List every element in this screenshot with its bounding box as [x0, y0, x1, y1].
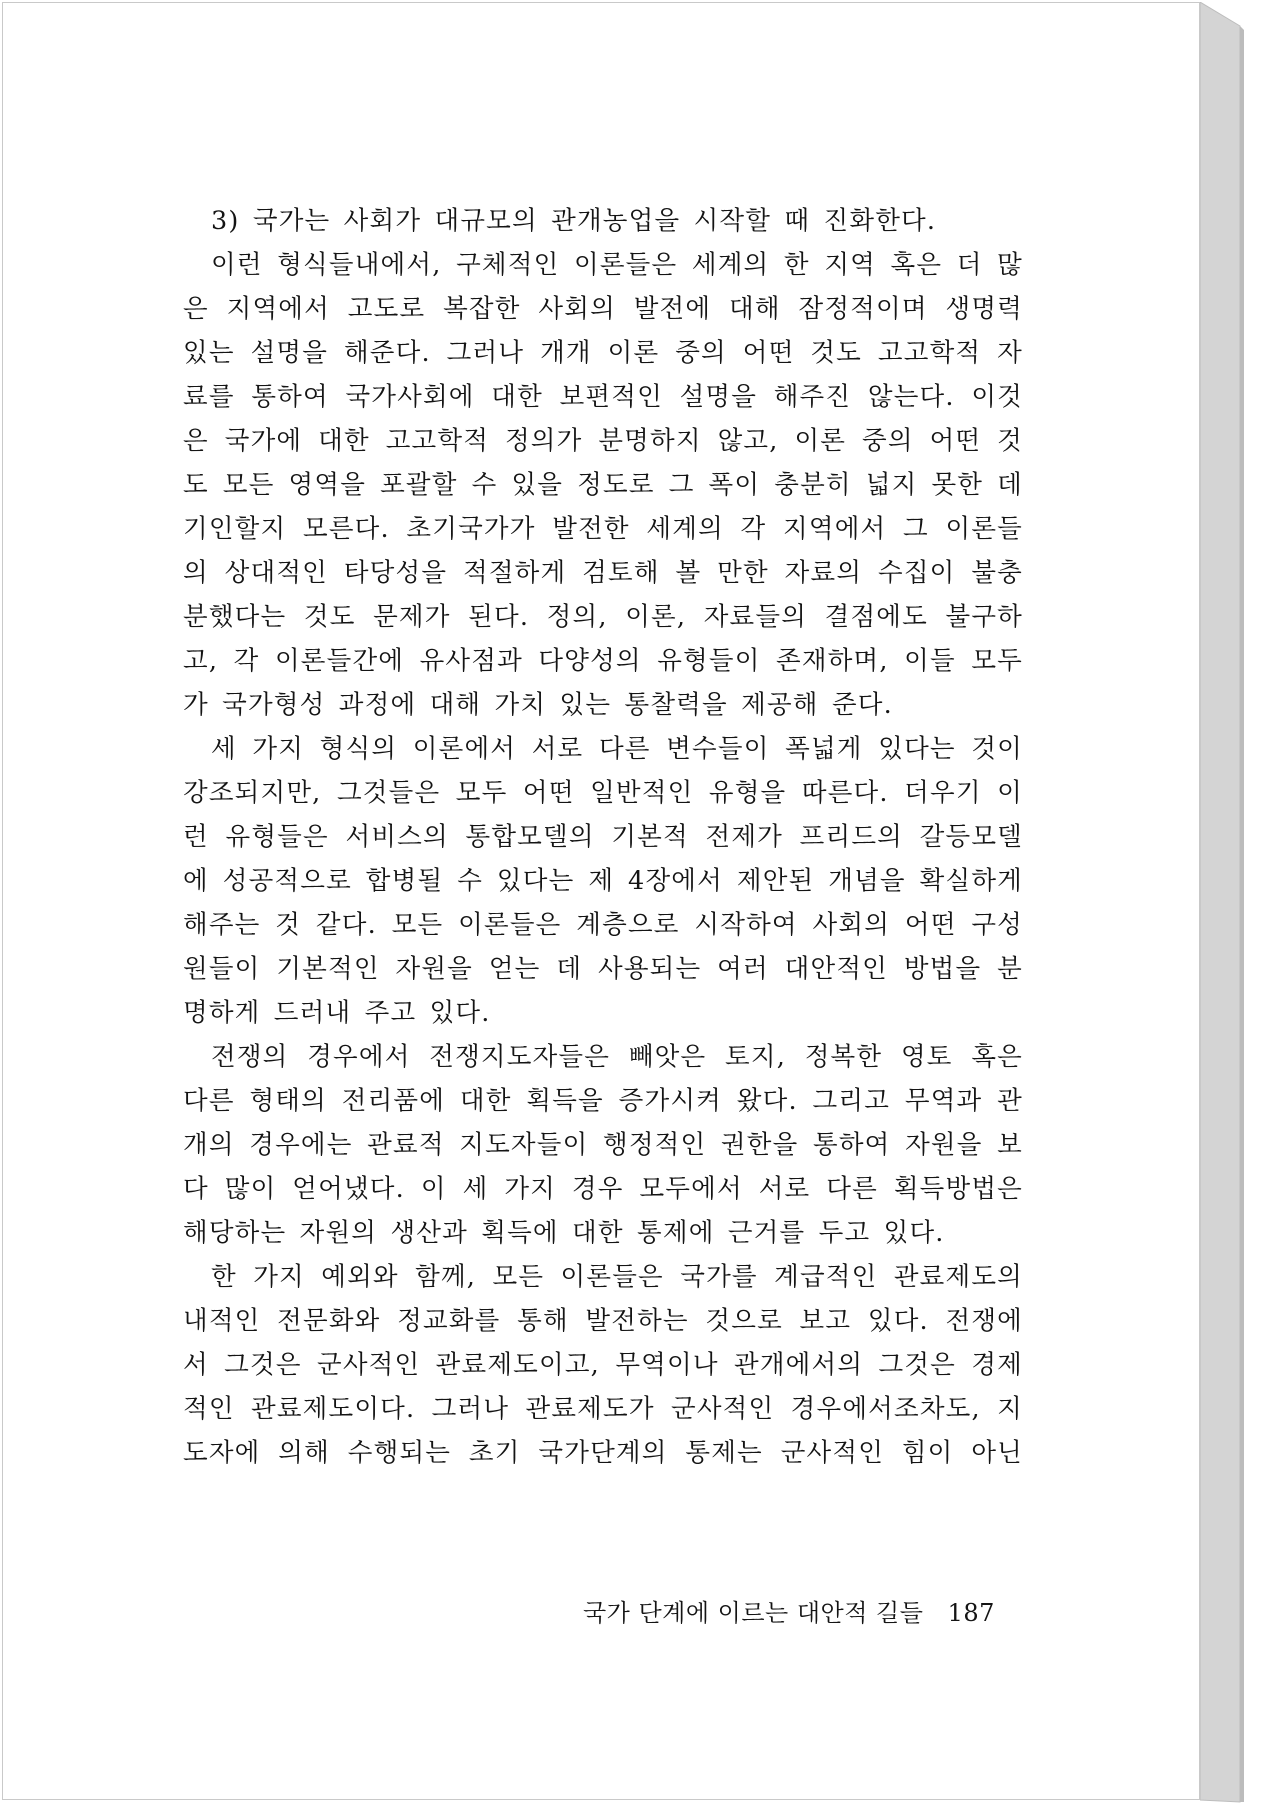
text-line: 있는 설명을 해준다. 그러나 개개 이론 중의 어떤 것도 고고학적 자 — [183, 338, 1023, 368]
page-edge-shape — [1200, 2, 1273, 1806]
text-line: 적인 관료제도이다. 그러나 관료제도가 군사적인 경우에서조차도, 지 — [183, 1394, 1023, 1424]
text-line: 이런 형식들내에서, 구체적인 이론들은 세계의 한 지역 혹은 더 많 — [211, 250, 1023, 280]
page-number: 187 — [947, 1599, 995, 1627]
text-line: 원들이 기본적인 자원을 얻는 데 사용되는 여러 대안적인 방법을 분 — [183, 954, 1023, 984]
text-line: 전쟁의 경우에서 전쟁지도자들은 빼앗은 토지, 정복한 영토 혹은 — [211, 1042, 1023, 1072]
text-line: 도 모든 영역을 포괄할 수 있을 정도로 그 폭이 충분히 넓지 못한 데 — [183, 470, 1023, 500]
text-line: 서 그것은 군사적인 관료제도이고, 무역이나 관개에서의 그것은 경제 — [183, 1350, 1023, 1380]
text-line: 내적인 전문화와 정교화를 통해 발전하는 것으로 보고 있다. 전쟁에 — [183, 1306, 1023, 1336]
text-line: 도자에 의해 수행되는 초기 국가단계의 통제는 군사적인 힘이 아닌 — [183, 1438, 1023, 1468]
text-line: 료를 통하여 국가사회에 대한 보편적인 설명을 해주진 않는다. 이것 — [183, 382, 1023, 412]
text-line: 해주는 것 같다. 모든 이론들은 계층으로 시작하여 사회의 어떤 구성 — [183, 910, 1023, 940]
text-line: 개의 경우에는 관료적 지도자들이 행정적인 권한을 통하여 자원을 보 — [183, 1130, 1023, 1160]
text-line: 다 많이 얻어냈다. 이 세 가지 경우 모두에서 서로 다른 획득방법은 — [183, 1174, 1023, 1204]
text-line: 기인할지 모른다. 초기국가가 발전한 세계의 각 지역에서 그 이론들 — [183, 514, 1023, 544]
text-line: 세 가지 형식의 이론에서 서로 다른 변수들이 폭넓게 있다는 것이 — [211, 734, 1023, 764]
body-text — [183, 199, 1023, 1475]
text-line: 다른 형태의 전리품에 대한 획득을 증가시켜 왔다. 그리고 무역과 관 — [183, 1086, 1023, 1116]
running-footer — [583, 1593, 1003, 1628]
text-line: 런 유형들은 서비스의 통합모델의 기본적 전제가 프리드의 갈등모델 — [183, 822, 1023, 852]
text-line: 에 성공적으로 합병될 수 있다는 제 4장에서 제안된 개념을 확실하게 — [183, 866, 1023, 896]
text-line: 가 국가형성 과정에 대해 가치 있는 통찰력을 제공해 준다. — [183, 690, 893, 720]
text-line: 해당하는 자원의 생산과 획득에 대한 통제에 근거를 두고 있다. — [183, 1218, 945, 1248]
text-line: 분했다는 것도 문제가 된다. 정의, 이론, 자료들의 결점에도 불구하 — [183, 602, 1023, 632]
text-line: 고, 각 이론들간에 유사점과 다양성의 유형들이 존재하며, 이들 모두 — [183, 646, 1023, 676]
book-page — [2, 2, 1200, 1800]
text-line: 의 상대적인 타당성을 적절하게 검토해 볼 만한 자료의 수집이 불충 — [183, 558, 1023, 588]
footer-title: 국가 단계에 이르는 대안적 길들 — [583, 1599, 924, 1627]
text-line: 명하게 드러내 주고 있다. — [183, 998, 491, 1028]
text-line: 은 국가에 대한 고고학적 정의가 분명하지 않고, 이론 중의 어떤 것 — [183, 426, 1023, 456]
text-line: 은 지역에서 고도로 복잡한 사회의 발전에 대해 잠정적이며 생명력 — [183, 294, 1023, 324]
text-line: 강조되지만, 그것들은 모두 어떤 일반적인 유형을 따른다. 더우기 이 — [183, 778, 1023, 808]
text-line: 3) 국가는 사회가 대규모의 관개농업을 시작할 때 진화한다. — [211, 206, 937, 236]
text-line: 한 가지 예외와 함께, 모든 이론들은 국가를 계급적인 관료제도의 — [211, 1262, 1023, 1292]
